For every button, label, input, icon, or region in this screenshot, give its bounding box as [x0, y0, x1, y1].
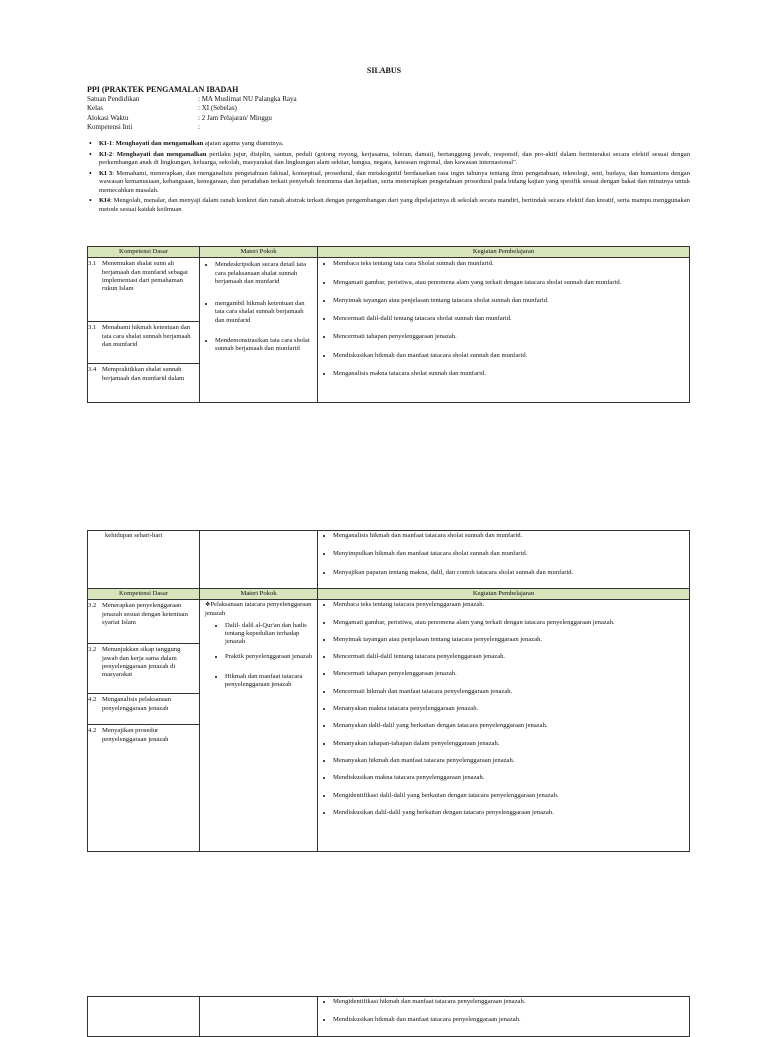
list-item: • Dalil- dalil al-Qur'an dan hadis tentang kepedulian terhadap jenazah	[225, 622, 314, 647]
info-value: :	[198, 122, 200, 131]
list-item: • Mendiskusikan makna tatacara penyelenggaraan jenazah.	[333, 774, 686, 782]
kegiatan-cell	[318, 997, 690, 1037]
kegiatan-list	[321, 998, 686, 1025]
kd-number: 3.2	[88, 602, 97, 610]
ki-text: : Memahami, menerapkan, dan menganalisis pengetahuan faktual, konseptual, prosedural, dan metakognitif berdasarkan rasa ingin tahunya tentang ilmu pengetahuan, teknologi, seni, budaya, dan humaniora dengan wawasan kemanusiaan, kebangsaan, kenegaraan, dan peradaban terkait penyebab fenomena dan kejadian, serta menerapkan pengetahuan prosedural pada bidang kajian yang spesifik sesuai dengan bakat dan minatnya untuk memecahkan masalah.	[99, 169, 690, 194]
kd-number: 4.2	[88, 696, 97, 704]
ki-item: • KI-1: Menghayati dan mengamalkan ajaran agama yang dianutnya.	[87, 140, 690, 149]
table-header-row	[88, 589, 690, 600]
list-item: • Menanyakan hikmah dan manfaat tatacara penyelenggaraan jenazah.	[333, 757, 686, 765]
kegiatan-list	[321, 532, 686, 577]
list-item: • Mendeskripsikan secara detail tata cara pelaksanaan shalat sunnah berjamaah dan munfarid	[215, 261, 314, 286]
materi-list	[203, 261, 314, 353]
list-item: • Mendemonstrasikan tata cara sholat sunnah berjamaah dan munfarid	[215, 337, 314, 354]
kd-number: 3.4	[88, 366, 97, 374]
list-item: • Menganalisis makna tatacara sholat sunnah dan munfarid.	[333, 370, 686, 378]
syllabus-table-1	[87, 246, 690, 403]
header-kompetensi-dasar: Kompetensi Dasar	[88, 247, 200, 258]
table-row	[88, 997, 690, 1037]
info-row	[87, 95, 297, 104]
ki-text: perilaku jujur, disiplin, santun, peduli (gotong royong, kerjasama, toleran, damai), bertanggung jawab, responsif, dan pro-aktif dalam berinteraksi secara efektif sesuai dengan perkembangan anak di lingkungan, keluarga, sekolah, masyarakat dan lingkungan alam sekitar, bangsa, negara, kawasan regional, dan kawasan internasional".	[99, 150, 690, 166]
subject-title: PPI (PRAKTEK PENGAMALAN IBADAH	[87, 85, 239, 94]
ki-head: Menghayati dan mengamalkan	[116, 150, 207, 158]
info-key: Satuan Pendidikan	[87, 95, 140, 103]
ki-text: ajaran agama yang dianutnya.	[203, 140, 284, 147]
ki-item	[87, 197, 690, 214]
ki-head: Menghayati dan mengamalkan	[115, 140, 204, 147]
ki-text: : Mengolah, menalar, dan menyaji dalam ranah konkret dan ranah abstrak terkait dengan pengembangan dari yang dipelajarinya di sekolah secara mandiri, bertindak secara efektif dan kreatif, serta mampu menggunakan metode sesuai kaidah keilmuan	[99, 197, 690, 213]
table-row	[88, 258, 690, 403]
ki-label: KI-2	[99, 150, 113, 158]
kd-cell	[88, 258, 200, 403]
header-kompetensi-dasar: Kompetensi Dasar	[88, 589, 200, 600]
table-row	[88, 531, 690, 589]
info-key: Kelas	[87, 104, 103, 113]
list-item: • Mencermati dalil-dalil tentang tatacara sholat sunnah dan munfarid.	[333, 315, 686, 323]
kd-item	[88, 725, 199, 747]
kegiatan-cell	[318, 531, 690, 589]
materi-cell	[200, 258, 318, 403]
kegiatan-list	[321, 260, 686, 378]
list-item: • Mendiskusikan hikmah dan manfaat tatacara sholat sunnah dan munfarid.	[333, 352, 686, 360]
list-item: • Hikmah dan manfaat tatacara penyelenggaraan jenazah	[225, 673, 314, 690]
header-kegiatan: Kegiatan Pembelajaran	[318, 589, 690, 600]
list-item: • Menyimak tayangan atau penjelasan tentang tatacara sholat sunnah dan munfarid.	[333, 297, 686, 305]
list-item: • Mengidentifikasi hikmah dan manfaat tatacara penyelenggaraan jenazah.	[333, 998, 686, 1006]
kd-text: Menunjukkan sikap tanggung jawab dan kerja sama dalam penyelenggaraan jenazah di masyarakat	[102, 646, 181, 679]
list-item: • Membaca teks tentang tatacara penyelenggaraan jenazah.	[333, 601, 686, 609]
info-row	[87, 114, 297, 123]
ki-label: KI 3	[99, 169, 113, 177]
kd-text: Menerapkan penyelenggaraan jenazah sesuai dengan ketentuan syariat Islam	[102, 602, 188, 626]
list-item: • Mendiskusikan hikmah dan manfaat tatacara penyelenggaraan jenazah.	[333, 1016, 686, 1024]
list-item: • Menganalisis hikmah dan manfaat tatacara sholat sunnah dan munfarid.	[333, 532, 686, 540]
kd-number: 3.1	[88, 260, 97, 268]
list-item: • Menyimak tayangan atau penjelasan tentang tatacara penyelenggaraan jenazah.	[333, 636, 686, 644]
syllabus-table-3	[87, 996, 690, 1037]
list-item: • Mencermati hikmah dan manfaat tatacara penyelenggaraan jenazah.	[333, 688, 686, 696]
kd-item	[88, 364, 199, 386]
kd-text: Menganalisis pelaksanaan penyelenggaraan jenazah	[102, 696, 172, 712]
materi-cell	[200, 997, 318, 1037]
kd-text: Mempraktikkan shalat sunnah berjamaah dan munfarid dalam	[102, 366, 185, 382]
kd-text: Menahami hikmah ketentuan dan tata cara shalat sunnah berjamaah dan munfarid	[102, 324, 191, 348]
kd-text: Menyajikan prosedur penyelenggaraan jenazah	[102, 727, 169, 743]
materi-cell	[200, 600, 318, 852]
syllabus-table-2	[87, 530, 690, 852]
list-item: • Mengamati gambar, peristiwa, atau penomena alam yang terkait dengan tatacara penyelenggaraan jenazah.	[333, 619, 686, 627]
ki-item: • KI-2: Menghayati dan mengamalkan perilaku jujur, disiplin, santun, peduli (gotong royong, kerjasama, toleran, damai), bertanggung jawab, responsif, dan pro-aktif dalam berinteraksi secara efektif sesuai dengan perkembangan anak di lingkungan, keluarga, sekolah, masyarakat dan lingkungan alam sekitar, bangsa, negara, kawasan regional, dan kawasan internasional".	[87, 151, 690, 168]
kd-number: 3.1	[88, 324, 97, 332]
header-materi-pokok: Materi Pokok	[200, 247, 318, 258]
info-row	[87, 104, 297, 113]
kd-number: 3.2	[88, 646, 97, 654]
kd-cell	[88, 997, 200, 1037]
table-row	[88, 600, 690, 852]
info-block	[87, 95, 297, 132]
kd-item	[88, 258, 199, 322]
materi-list	[203, 601, 314, 689]
ki-label: KI-1	[99, 140, 113, 147]
ki-item	[87, 170, 690, 196]
info-row	[87, 123, 297, 132]
document-title: SILABUS	[366, 66, 402, 75]
header-kegiatan: Kegiatan Pembelajaran	[318, 247, 690, 258]
kd-item	[88, 644, 199, 694]
list-item: • Mencermati tahapan penyelenggaraan jenazah.	[333, 333, 686, 341]
info-value: : XI (Sebelas)	[198, 104, 237, 113]
info-value: : 2 Jam Pelajaran/ Minggu	[198, 113, 272, 122]
kd-text: Menemukan shalat sunn ah berjamaah dan munfarid sebagai implementasi dari pemahaman rukun Islam	[102, 260, 188, 293]
kd-item	[88, 322, 199, 364]
ki-label: KI4	[99, 197, 110, 204]
list-item: • Mendiskusikan dalil-dalil yang berkaitan dengan tatacara penyelenggaraan jenazah.	[333, 809, 686, 817]
kd-cell	[88, 600, 200, 852]
list-item: • Mengamati gambar, peristiwa, atau penomena alam yang terkait dengan tatacara sholat sunnah dan munfarid.	[333, 279, 686, 287]
kegiatan-list	[321, 601, 686, 817]
list-item: • Menanyakan tahapan-tahapan dalam penyelenggaraan jenazah.	[333, 740, 686, 748]
list-item: • Menanyakan makna tatacara penyelenggaraan jenazah.	[333, 705, 686, 713]
table-header-row	[88, 247, 690, 258]
list-item: • Mengidentifikasi dalil-dalil yang berkaitan dengan tatacara penyelenggaraan jenazah.	[333, 792, 686, 800]
list-item: • Menyajikan paparan tentang makna, dalil, dan contoh tatacara sholat sunnah dan munfarid.	[333, 569, 686, 577]
list-item: • mengambil hikmah ketentuan dan tata cara shalat sunnah berjamaah dan munfarid	[215, 300, 314, 325]
list-item: • Membaca teks tentang tata cara Sholat sunnah dan munfarid.	[333, 260, 686, 268]
kompetensi-inti-list	[87, 140, 690, 216]
list-item	[205, 601, 314, 689]
list-item: • Mencermati tahapan penyelenggaraan jenazah.	[333, 670, 686, 678]
materi-head: Pelaksanaan tatacara penyelenggaraan jenazah	[205, 601, 312, 617]
kd-cell	[88, 531, 200, 589]
kd-number: 4.2	[88, 727, 97, 735]
list-item: • Praktik penyelenggaraan jenazah	[225, 653, 314, 661]
kd-text: kehidupan sehari-hari	[105, 532, 163, 539]
kegiatan-cell	[318, 258, 690, 403]
list-item: • Menanyakan dalil-dalil yang berkaitan dengan tatacara penyelenggaraan jenazah.	[333, 722, 686, 730]
materi-cell	[200, 531, 318, 589]
info-value: : MA Muslimat NU Palangka Raya	[198, 95, 297, 103]
info-key: Kompetensi Inti	[87, 122, 133, 131]
kd-item	[88, 694, 199, 725]
header-materi-pokok: Materi Pokok	[200, 589, 318, 600]
list-item: • Menyimpulkan hikmah dan manfaat tatacara sholat sunnah dan munfarid.	[333, 550, 686, 558]
materi-sublist	[205, 622, 314, 690]
kegiatan-cell	[318, 600, 690, 852]
kd-item	[88, 600, 199, 644]
list-item: • Mencermati dalil-dalil tentang tatacara penyelenggaraan jenazah.	[333, 653, 686, 661]
info-key: Alokasi Waktu	[87, 113, 129, 122]
